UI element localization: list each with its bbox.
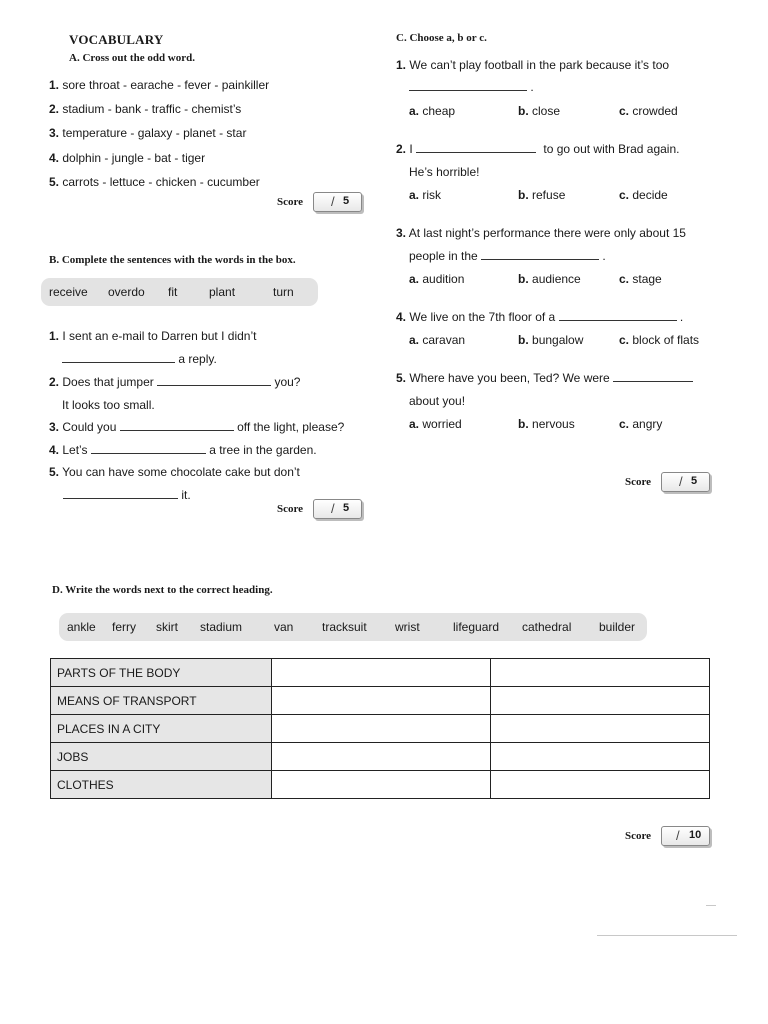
word-box-item: tracksuit (322, 620, 367, 634)
q2-option-c[interactable]: c. decide (619, 188, 668, 202)
section-d-score-total: 10 (689, 829, 702, 841)
section-b-item-4: 4. Let’s a tree in the garden. (49, 443, 317, 457)
answer-blank[interactable] (120, 420, 234, 431)
section-b-item-1: 1. I sent an e-mail to Darren but I didn’t (49, 329, 257, 343)
q3-option-a[interactable]: a. audition (409, 272, 465, 286)
q5-option-a[interactable]: a. worried (409, 417, 462, 431)
answer-cell[interactable] (491, 771, 710, 799)
answer-blank[interactable] (481, 249, 599, 260)
category-heading: MEANS OF TRANSPORT (51, 687, 272, 715)
section-d-heading: D. Write the words next to the correct heading. (52, 584, 273, 596)
answer-cell[interactable] (272, 715, 491, 743)
section-a-item-3[interactable]: 3. temperature - galaxy - planet - star (49, 126, 247, 140)
answer-cell[interactable] (491, 743, 710, 771)
q2-option-a[interactable]: a. risk (409, 188, 442, 202)
answer-blank[interactable] (157, 375, 271, 386)
category-heading: JOBS (51, 743, 272, 771)
q4-option-a[interactable]: a. caravan (409, 333, 466, 347)
word-box-item: skirt (156, 620, 178, 634)
q5-option-b[interactable]: b. nervous (518, 417, 575, 431)
q2-option-b[interactable]: b. refuse (518, 188, 566, 202)
answer-blank[interactable] (613, 371, 693, 382)
q4-option-c[interactable]: c. block of flats (619, 333, 700, 347)
section-b-word-box (41, 278, 318, 306)
answer-blank[interactable] (409, 80, 527, 91)
table-row (51, 687, 710, 715)
section-b-score-total: 5 (343, 502, 350, 514)
category-table (50, 658, 710, 799)
q4-option-b[interactable]: b. bungalow (518, 333, 584, 347)
section-c-q1-line2: . (409, 80, 534, 94)
word-box-item: overdo (108, 285, 145, 299)
word-box-item: wrist (395, 620, 420, 634)
word-box-item: receive (49, 285, 88, 299)
section-b-heading: B. Complete the sentences with the words in the box. (49, 254, 296, 266)
section-b-item-2-line2: It looks too small. (62, 398, 155, 412)
table-row (51, 715, 710, 743)
answer-cell[interactable] (272, 687, 491, 715)
word-box-item: cathedral (522, 620, 572, 634)
table-row (51, 659, 710, 687)
answer-cell[interactable] (272, 743, 491, 771)
section-c-q2: 2. I to go out with Brad again. (396, 142, 680, 156)
word-box-item: plant (209, 285, 236, 299)
word-box-item: fit (168, 285, 178, 299)
section-a-score-box[interactable]: / 5 (313, 192, 362, 212)
section-b-score-box[interactable]: / 5 (313, 499, 362, 519)
section-c-q2-line2: He’s horrible! (409, 165, 480, 179)
section-a-score-total: 5 (343, 195, 350, 207)
section-a-heading: A. Cross out the odd word. (69, 52, 196, 64)
section-b-item-3: 3. Could you off the light, please? (49, 420, 345, 434)
section-d-word-box (59, 613, 647, 641)
table-row (51, 771, 710, 799)
q1-option-b[interactable]: b. close (518, 104, 561, 118)
section-a-item-4[interactable]: 4. dolphin - jungle - bat - tiger (49, 151, 206, 165)
word-box-item: van (274, 620, 294, 634)
footer-line (597, 935, 737, 936)
answer-blank[interactable] (416, 142, 536, 153)
section-c-score-label: Score (625, 476, 652, 488)
section-d-score-box[interactable]: / 10 (661, 826, 710, 846)
category-heading: CLOTHES (51, 771, 272, 799)
answer-blank[interactable] (63, 488, 178, 499)
q3-option-b[interactable]: b. audience (518, 272, 581, 286)
section-a-item-2[interactable]: 2. stadium - bank - traffic - chemist’s (49, 102, 242, 116)
answer-blank[interactable] (62, 352, 175, 363)
answer-cell[interactable] (272, 771, 491, 799)
section-a-item-5[interactable]: 5. carrots - lettuce - chicken - cucumber (49, 175, 260, 189)
section-a-score-label: Score (277, 196, 304, 208)
answer-blank[interactable] (91, 443, 206, 454)
footer-mark (706, 905, 716, 906)
section-c-q5-line2: about you! (409, 394, 466, 408)
section-b-item-1-line2: a reply. (62, 352, 217, 366)
answer-cell[interactable] (491, 659, 710, 687)
word-box-item: lifeguard (453, 620, 500, 634)
section-b-item-5: 5. You can have some chocolate cake but don’t (49, 465, 300, 479)
section-c-q3: 3. At last night’s performance there were only about 15 (396, 226, 686, 240)
answer-cell[interactable] (272, 659, 491, 687)
answer-cell[interactable] (491, 715, 710, 743)
section-c-score-total: 5 (691, 475, 698, 487)
q1-option-a[interactable]: a. cheap (409, 104, 456, 118)
category-heading: PARTS OF THE BODY (51, 659, 272, 687)
answer-cell[interactable] (491, 687, 710, 715)
section-title: VOCABULARY (69, 32, 164, 47)
section-c-q4: 4. We live on the 7th floor of a . (396, 310, 684, 324)
section-d-score-label: Score (625, 830, 652, 842)
section-c-q3-line2: people in the . (409, 249, 606, 263)
section-c-score-box[interactable]: / 5 (661, 472, 710, 492)
section-c-heading: C. Choose a, b or c. (396, 32, 487, 44)
table-row (51, 743, 710, 771)
q3-option-c[interactable]: c. stage (619, 272, 662, 286)
section-a-item-1[interactable]: 1. sore throat - earache - fever - painkiller (49, 78, 270, 92)
q5-option-c[interactable]: c. angry (619, 417, 663, 431)
word-box-item: stadium (200, 620, 243, 634)
section-b-score-label: Score (277, 503, 304, 515)
category-heading: PLACES IN A CITY (51, 715, 272, 743)
answer-blank[interactable] (559, 310, 677, 321)
section-c-q5: 5. Where have you been, Ted? We were (396, 371, 693, 385)
word-box-item: builder (599, 620, 636, 634)
word-box-item: ankle (67, 620, 96, 634)
word-box-item: turn (273, 285, 294, 299)
section-b-item-2: 2. Does that jumper you? (49, 375, 301, 389)
q1-option-c[interactable]: c. crowded (619, 104, 678, 118)
word-box-item: ferry (112, 620, 136, 634)
section-c-q1: 1. We can’t play football in the park because it’s too (396, 58, 670, 72)
section-b-item-5-line2: it. (63, 488, 191, 502)
